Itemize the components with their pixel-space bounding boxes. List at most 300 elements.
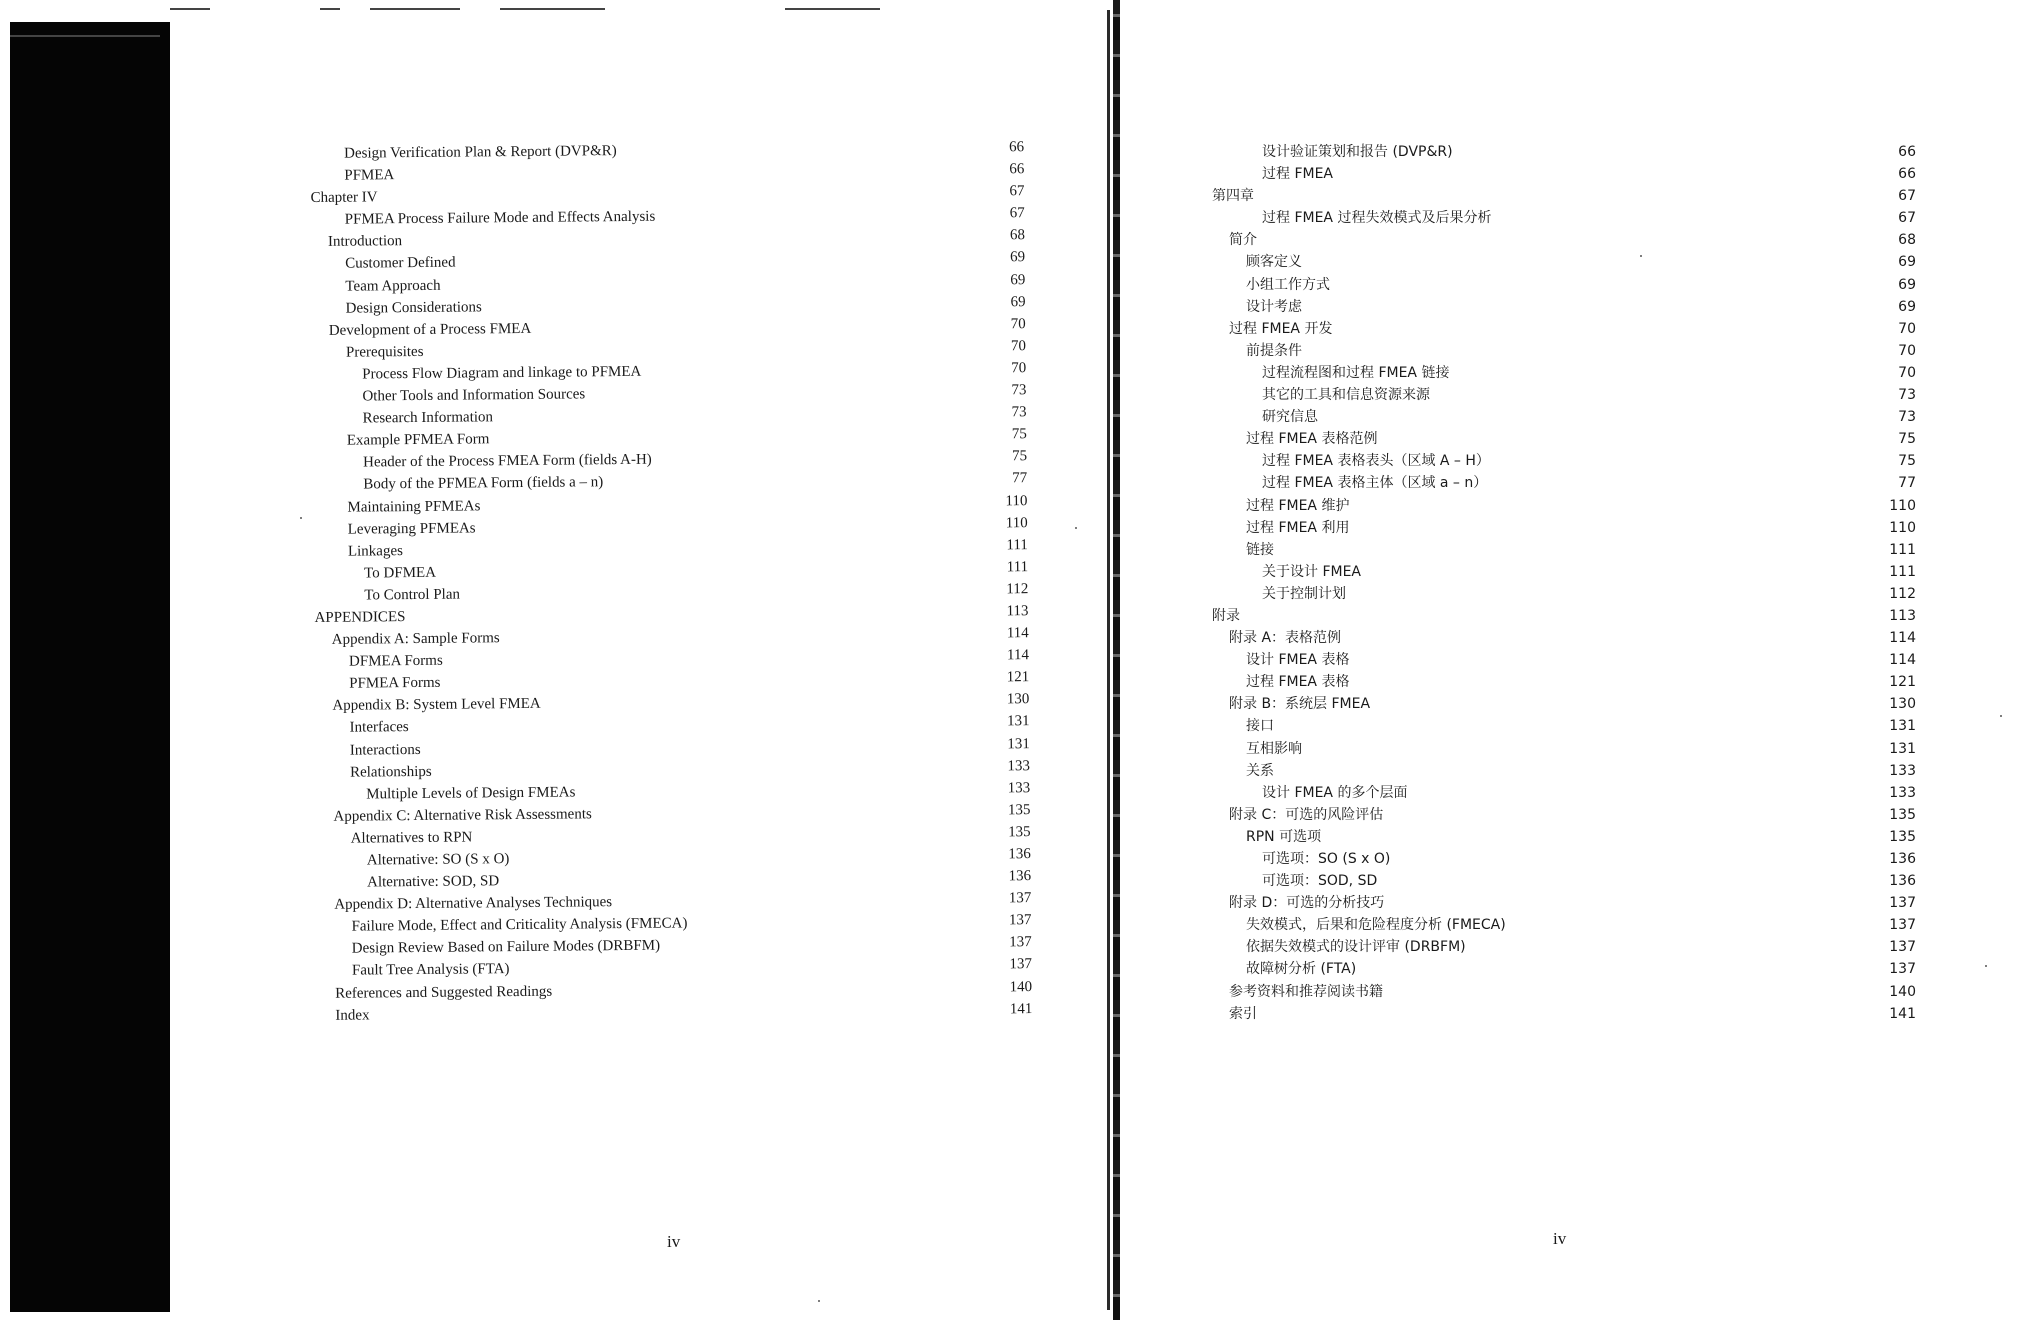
toc-leader-dots — [594, 813, 1006, 818]
toc-entry[interactable] — [1212, 1003, 1916, 1025]
toc-page-chinese — [1212, 141, 1916, 1025]
toc-leader-dots — [657, 217, 1007, 221]
toc-entry-title: 过程流程图和过程 FMEA 链接 — [1262, 364, 1450, 381]
toc-leader-dots — [495, 415, 1010, 421]
toc-entry-title: Chapter IV — [310, 189, 378, 207]
toc-entry-title: 过程 FMEA — [1262, 166, 1334, 183]
toc-leader-dots — [1304, 265, 1896, 266]
toc-entry-page: 136 — [1889, 851, 1916, 867]
toc-entry-title: Appendix C: Alternative Risk Assessments — [333, 806, 592, 825]
toc-entry-page: 114 — [1889, 652, 1916, 669]
toc-leader-dots — [478, 526, 1004, 532]
toc-entry-title: 设计 FMEA 表格 — [1246, 652, 1350, 669]
toc-leader-dots — [543, 703, 1005, 708]
toc-leader-dots — [1348, 597, 1887, 598]
toc-entry-page: 110 — [1005, 492, 1028, 509]
toc-leader-dots — [1343, 641, 1887, 642]
toc-entry-page: 66 — [1898, 144, 1916, 160]
toc-leader-dots — [1351, 509, 1887, 510]
toc-entry-title: 其它的工具和信息资源来源 — [1262, 387, 1430, 404]
toc-entry-page: 77 — [1898, 475, 1916, 492]
toc-entry-page: 111 — [1889, 563, 1916, 580]
toc-leader-dots — [405, 548, 1005, 555]
toc-leader-dots — [1351, 685, 1887, 686]
toc-entry[interactable] — [1212, 958, 1916, 980]
toc-leader-dots — [1259, 1017, 1887, 1018]
toc-entry-title: 可选项：SOD, SD — [1262, 873, 1378, 890]
toc-entry-title: Interfaces — [349, 719, 409, 737]
toc-leader-dots — [1351, 663, 1887, 664]
toc-entry-title: Appendix B: System Level FMEA — [332, 696, 541, 715]
toc-entry-title: DFMEA Forms — [348, 652, 443, 670]
toc-entry-page: 111 — [1006, 536, 1028, 554]
toc-leader-dots — [1304, 354, 1896, 355]
toc-entry-title: Linkages — [347, 542, 403, 560]
toc-leader-dots — [1379, 442, 1896, 443]
page-number: iv — [1553, 1229, 1567, 1248]
toc-entry[interactable] — [1212, 561, 1916, 583]
toc-leader-dots — [1468, 950, 1888, 951]
toc-entry-title: 过程 FMEA 表格范例 — [1246, 431, 1378, 448]
toc-entry[interactable] — [1212, 296, 1916, 318]
toc-leader-dots — [502, 636, 1005, 642]
toc-entry-page: 131 — [1889, 718, 1916, 735]
toc-entry-page: 69 — [1898, 254, 1916, 271]
toc-entry[interactable] — [1212, 981, 1916, 1003]
toc-entry-page: 131 — [1007, 713, 1030, 730]
toc-list — [310, 136, 1032, 1027]
toc-leader-dots — [1492, 464, 1896, 465]
toc-entry[interactable] — [1212, 340, 1916, 362]
toc-entry[interactable] — [1212, 274, 1916, 296]
toc-leader-dots — [512, 968, 1008, 974]
toc-entry-page: 137 — [1889, 917, 1916, 934]
toc-entry-title: Alternative: SOD, SD — [367, 873, 500, 891]
toc-entry-title: Appendix A: Sample Forms — [331, 630, 500, 648]
toc-entry-page: 69 — [1898, 276, 1916, 293]
toc-entry-title: Process Flow Diagram and linkage to PFMEA — [362, 363, 642, 383]
toc-entry-title: 设计验证策划和报告 (DVP&R) — [1262, 144, 1453, 160]
toc-entry-title: Team Approach — [345, 277, 441, 295]
toc-entry-page: 137 — [1008, 912, 1032, 929]
toc-entry-page: 75 — [1011, 426, 1027, 443]
toc-leader-dots — [423, 747, 1006, 754]
toc-entry-title: 过程 FMEA 开发 — [1229, 320, 1333, 337]
toc-entry[interactable] — [1212, 251, 1916, 273]
toc-entry-page: 137 — [1889, 895, 1916, 912]
toc-entry-title: Relationships — [349, 763, 432, 781]
toc-entry-page: 69 — [1010, 293, 1026, 310]
toc-entry-title: 可选项：SO (S x O) — [1262, 851, 1391, 867]
toc-entry[interactable] — [1212, 539, 1916, 561]
toc-entry-page: 68 — [1009, 227, 1025, 244]
toc-entry-title: 互相影响 — [1246, 740, 1302, 757]
toc-leader-dots — [1323, 840, 1887, 841]
toc-leader-dots — [1320, 420, 1896, 421]
toc-leader-dots — [445, 659, 1005, 665]
toc-leader-dots — [1304, 752, 1887, 753]
toc-leader-dots — [501, 879, 1006, 885]
toc-leader-dots — [407, 614, 1004, 621]
toc-entry-title: Multiple Levels of Design FMEAs — [366, 784, 576, 803]
toc-entry-title: 附录 D：可选的分析技巧 — [1229, 895, 1385, 912]
toc-entry-page: 130 — [1006, 691, 1030, 708]
toc-entry-page: 75 — [1011, 448, 1028, 465]
toc-entry[interactable] — [1212, 804, 1916, 826]
toc-leader-dots — [1385, 995, 1887, 996]
toc-entry-page: 140 — [1009, 978, 1033, 995]
toc-leader-dots — [484, 305, 1009, 311]
toc-entry-title: Research Information — [362, 409, 494, 427]
scan-line — [10, 35, 160, 37]
toc-entry-page: 141 — [1889, 1005, 1916, 1022]
toc-entry-page: 68 — [1898, 232, 1916, 249]
toc-leader-dots — [1351, 531, 1887, 532]
toc-entry-title: Design Considerations — [345, 299, 482, 317]
toc-entry-title: RPN 可选项 — [1246, 828, 1322, 845]
toc-leader-dots — [380, 194, 1008, 201]
toc-entry-page: 136 — [1889, 873, 1916, 890]
toc-entry-title: Example PFMEA Form — [346, 431, 490, 449]
toc-entry-page: 70 — [1011, 360, 1027, 377]
toc-leader-dots — [1386, 906, 1887, 907]
toc-entry-page: 111 — [1006, 558, 1029, 576]
toc-entry-page: 140 — [1889, 983, 1916, 1000]
toc-entry-title: APPENDICES — [314, 609, 406, 626]
toc-entry[interactable] — [1212, 583, 1916, 605]
toc-leader-dots — [372, 1012, 1008, 1019]
toc-entry-title: Prerequisites — [345, 343, 424, 361]
toc-list — [1212, 141, 1916, 1025]
toc-entry-page: 70 — [1898, 342, 1916, 359]
toc-entry-title: Introduction — [327, 233, 403, 251]
toc-leader-dots — [1372, 707, 1887, 708]
toc-entry-title: 链接 — [1246, 541, 1274, 558]
toc-entry[interactable] — [1212, 738, 1916, 760]
toc-entry-page: 121 — [1006, 669, 1030, 686]
toc-entry-title: 过程 FMEA 利用 — [1246, 519, 1350, 536]
scan-speck — [1985, 965, 1987, 967]
toc-entry[interactable] — [1212, 649, 1916, 671]
toc-entry-title: 前提条件 — [1246, 342, 1302, 359]
toc-leader-dots — [1335, 177, 1896, 178]
toc-entry[interactable] — [1212, 671, 1916, 693]
toc-entry-title: 附录 A：表格范例 — [1229, 630, 1342, 647]
toc-entry-title: 附录 C：可选的风险评估 — [1229, 806, 1384, 823]
toc-leader-dots — [438, 570, 1005, 576]
toc-entry[interactable] — [1212, 627, 1916, 649]
scan-line — [370, 8, 460, 10]
toc-entry[interactable] — [1212, 207, 1916, 229]
toc-entry-title: Design Review Based on Failure Modes (DRBFM) — [351, 938, 661, 958]
toc-leader-dots — [533, 327, 1009, 333]
binding-gutter — [1113, 0, 1120, 1320]
toc-entry-title: 过程 FMEA 过程失效模式及后果分析 — [1262, 210, 1492, 227]
toc-entry-page: 66 — [1898, 166, 1916, 183]
toc-leader-dots — [1242, 619, 1887, 620]
toc-entry-page: 133 — [1007, 757, 1031, 774]
toc-entry-page: 136 — [1008, 846, 1031, 863]
toc-entry[interactable] — [1212, 936, 1916, 958]
toc-entry-page: 69 — [1898, 298, 1916, 315]
toc-entry-page: 70 — [1010, 337, 1027, 355]
scan-speck — [2000, 715, 2002, 717]
toc-entry-page: 133 — [1889, 762, 1916, 779]
toc-entry-page: 67 — [1009, 205, 1025, 222]
scan-speck — [300, 517, 302, 519]
toc-entry-title: 附录 — [1212, 607, 1240, 624]
toc-leader-dots — [1304, 310, 1896, 311]
toc-entry-title: PFMEA — [344, 167, 395, 184]
toc-entry-page: 111 — [1889, 541, 1916, 558]
toc-leader-dots — [1392, 862, 1887, 863]
toc-entry-title: 关于控制计划 — [1262, 585, 1346, 602]
toc-entry[interactable] — [1212, 406, 1916, 428]
toc-entry-page: 67 — [1009, 183, 1025, 200]
toc-page-english — [310, 136, 1032, 1027]
toc-entry-title: Customer Defined — [345, 255, 456, 273]
toc-entry-title: Header of the Process FMEA Form (fields A-H) — [362, 452, 652, 471]
toc-leader-dots — [1455, 155, 1897, 156]
toc-entry-page: 114 — [1889, 630, 1916, 647]
toc-leader-dots — [458, 261, 1009, 267]
toc-entry[interactable] — [1212, 870, 1916, 892]
toc-entry[interactable] — [1212, 782, 1916, 804]
toc-entry-title: Leveraging PFMEAs — [347, 520, 476, 538]
toc-entry-title: 索引 — [1229, 1005, 1257, 1022]
toc-entry-page: 112 — [1006, 581, 1029, 598]
toc-entry-page: 135 — [1008, 824, 1031, 841]
toc-leader-dots — [426, 349, 1009, 356]
toc-entry-page: 66 — [1009, 161, 1025, 178]
toc-entry-page: 69 — [1010, 249, 1026, 266]
toc-leader-dots — [443, 681, 1005, 687]
toc-leader-dots — [1508, 928, 1888, 929]
toc-entry-page: 110 — [1005, 514, 1028, 531]
toc-entry-title: Appendix D: Alternative Analyses Techniques — [334, 894, 613, 913]
toc-leader-dots — [554, 990, 1007, 995]
toc-leader-dots — [482, 504, 1003, 510]
toc-leader-dots — [587, 393, 1009, 398]
toc-leader-dots — [462, 592, 1004, 598]
toc-entry[interactable] — [1212, 848, 1916, 870]
toc-leader-dots — [1385, 818, 1887, 819]
toc-leader-dots — [1276, 553, 1887, 554]
toc-entry-page: 77 — [1012, 470, 1028, 487]
toc-entry-page: 114 — [1006, 647, 1030, 664]
page-number: iv — [667, 1232, 681, 1251]
toc-entry-page: 110 — [1889, 497, 1916, 514]
toc-entry-page: 73 — [1011, 382, 1027, 399]
toc-entry-title: 关系 — [1246, 762, 1274, 779]
scan-speck — [818, 1300, 820, 1302]
toc-entry[interactable] — [1212, 693, 1916, 715]
toc-entry-page: 130 — [1889, 696, 1916, 713]
toc-entry-page: 133 — [1889, 784, 1916, 801]
toc-entry[interactable] — [1212, 826, 1916, 848]
toc-entry-page: 136 — [1008, 868, 1032, 885]
toc-leader-dots — [1259, 243, 1896, 244]
toc-entry[interactable] — [1212, 715, 1916, 737]
toc-entry-page: 73 — [1898, 387, 1916, 404]
toc-entry-title: Design Verification Plan & Report (DVP&R) — [344, 143, 617, 162]
toc-leader-dots — [1489, 486, 1896, 487]
toc-leader-dots — [443, 283, 1009, 289]
toc-entry-title: Alternative: SO (S x O) — [366, 851, 510, 869]
toc-entry-title: 设计考虑 — [1246, 298, 1302, 315]
toc-leader-dots — [643, 371, 1009, 376]
toc-entry[interactable] — [1212, 318, 1916, 340]
toc-entry-page: 70 — [1010, 315, 1026, 333]
scan-line — [320, 8, 340, 10]
toc-entry-title: PFMEA Forms — [349, 675, 441, 692]
toc-leader-dots — [1332, 288, 1896, 289]
toc-entry-page: 135 — [1007, 801, 1031, 819]
toc-entry[interactable] — [1212, 495, 1916, 517]
toc-leader-dots — [1334, 332, 1896, 333]
toc-leader-dots — [1451, 376, 1896, 377]
toc-entry-title: 过程 FMEA 维护 — [1246, 497, 1350, 514]
toc-entry-page: 70 — [1898, 364, 1916, 381]
scan-line — [500, 8, 605, 10]
toc-entry-page: 75 — [1898, 431, 1916, 448]
scan-edge-shadow — [10, 22, 170, 1312]
toc-entry-title: 设计 FMEA 的多个层面 — [1262, 784, 1408, 801]
toc-entry-page: 73 — [1898, 409, 1916, 426]
toc-entry-page: 113 — [1889, 607, 1916, 624]
toc-leader-dots — [1493, 221, 1896, 222]
toc-entry[interactable] — [1212, 605, 1916, 627]
toc-entry-title: 过程 FMEA 表格表头（区域 A – H） — [1262, 453, 1490, 470]
toc-entry-title: 接口 — [1246, 718, 1274, 735]
toc-leader-dots — [411, 725, 1005, 732]
toc-leader-dots — [1276, 774, 1887, 775]
toc-entry-title: Index — [335, 1007, 370, 1024]
toc-entry-title: 参考资料和推荐阅读书籍 — [1229, 983, 1383, 1000]
toc-entry-title: References and Suggested Readings — [335, 983, 553, 1002]
toc-entry-page: 131 — [1889, 740, 1916, 757]
toc-entry[interactable] — [1212, 229, 1916, 251]
toc-entry-page: 69 — [1010, 271, 1026, 288]
toc-leader-dots — [619, 150, 1007, 155]
toc-entry[interactable] — [1212, 450, 1916, 472]
toc-entry-title: 附录 B：系统层 FMEA — [1229, 696, 1371, 713]
toc-entry-title: 研究信息 — [1262, 409, 1318, 426]
toc-entry[interactable] — [1212, 892, 1916, 914]
toc-entry[interactable] — [1212, 384, 1916, 406]
toc-entry-title: 关于设计 FMEA — [1262, 563, 1362, 580]
toc-leader-dots — [1358, 972, 1887, 973]
toc-entry[interactable] — [1212, 185, 1916, 207]
toc-leader-dots — [654, 460, 1010, 464]
toc-leader-dots — [662, 946, 1007, 950]
toc-entry-title: 小组工作方式 — [1246, 276, 1330, 293]
toc-leader-dots — [1409, 796, 1887, 797]
toc-entry-page: 137 — [1009, 934, 1032, 951]
toc-leader-dots — [1276, 729, 1887, 730]
toc-entry-page: 135 — [1889, 828, 1916, 845]
toc-entry-page: 112 — [1889, 585, 1916, 602]
toc-entry[interactable] — [1212, 141, 1916, 163]
toc-entry-page: 137 — [1889, 961, 1916, 978]
toc-entry-page: 73 — [1011, 404, 1027, 421]
toc-entry-page: 133 — [1007, 779, 1031, 797]
toc-entry-page: 131 — [1007, 735, 1030, 752]
scan-speck — [1075, 527, 1077, 529]
toc-entry-title: Other Tools and Information Sources — [362, 386, 586, 405]
toc-leader-dots — [434, 769, 1006, 775]
toc-entry[interactable] — [1212, 914, 1916, 936]
toc-leader-dots — [511, 857, 1006, 863]
toc-leader-dots — [396, 172, 1007, 179]
toc-leader-dots — [577, 791, 1005, 796]
toc-entry[interactable] — [1212, 163, 1916, 185]
toc-entry-title: Interactions — [349, 741, 421, 759]
toc-entry-page: 113 — [1006, 603, 1029, 620]
toc-entry-page: 137 — [1008, 890, 1032, 907]
toc-entry-title: 顾客定义 — [1246, 254, 1302, 271]
toc-entry-title: 第四章 — [1212, 188, 1254, 205]
toc-entry-page: 75 — [1898, 453, 1916, 470]
toc-entry-page: 141 — [1009, 1000, 1033, 1017]
toc-leader-dots — [605, 482, 1010, 487]
toc-entry-title: Body of the PFMEA Form (fields a – n) — [363, 474, 604, 493]
toc-leader-dots — [1379, 884, 1887, 885]
toc-leader-dots — [404, 239, 1008, 246]
scan-line — [170, 8, 210, 10]
toc-entry-page: 121 — [1889, 674, 1916, 691]
toc-entry-page: 137 — [1889, 939, 1916, 956]
toc-entry-title: Fault Tree Analysis (FTA) — [351, 961, 510, 980]
toc-leader-dots — [1256, 199, 1896, 200]
toc-entry-title: Failure Mode, Effect and Criticality Analysis (FMECA) — [351, 915, 688, 935]
toc-entry[interactable] — [1212, 472, 1916, 494]
toc-entry-title: 故障树分析 (FTA) — [1246, 961, 1357, 978]
toc-entry-title: 依据失效模式的设计评审 (DRBFM) — [1246, 939, 1466, 956]
toc-entry-title: 简介 — [1229, 232, 1257, 249]
binding-gutter — [1107, 10, 1110, 1310]
toc-entry-title: To DFMEA — [364, 564, 437, 582]
toc-leader-dots — [614, 902, 1007, 907]
toc-leader-dots — [689, 924, 1007, 928]
toc-entry-title: PFMEA Process Failure Mode and Effects Analysis — [344, 208, 656, 228]
toc-entry-title: Development of a Process FMEA — [328, 320, 532, 339]
toc-entry-title: Alternatives to RPN — [350, 829, 473, 847]
toc-entry-page: 66 — [1008, 139, 1025, 156]
toc-entry[interactable] — [1212, 428, 1916, 450]
toc-leader-dots — [491, 438, 1009, 444]
toc-entry-title: To Control Plan — [364, 586, 461, 604]
toc-entry[interactable] — [1212, 517, 1916, 539]
toc-entry-page: 135 — [1889, 806, 1916, 823]
scan-line — [785, 8, 880, 10]
toc-entry[interactable] — [1212, 362, 1916, 384]
toc-entry[interactable] — [1212, 760, 1916, 782]
toc-entry-title: 失效模式，后果和危险程度分析 (FMECA) — [1246, 917, 1506, 934]
toc-entry-page: 70 — [1898, 320, 1916, 337]
toc-entry-page: 67 — [1898, 210, 1916, 227]
toc-entry-page: 110 — [1889, 519, 1916, 536]
toc-entry-page: 137 — [1009, 956, 1032, 973]
toc-leader-dots — [1432, 398, 1896, 399]
toc-entry-page: 67 — [1898, 188, 1916, 205]
toc-leader-dots — [474, 835, 1006, 841]
toc-entry-page: 114 — [1006, 625, 1029, 642]
toc-leader-dots — [1363, 575, 1887, 576]
toc-entry-title: 过程 FMEA 表格 — [1246, 674, 1350, 691]
toc-entry-title: 过程 FMEA 表格主体（区域 a – n） — [1262, 475, 1488, 492]
toc-entry-title: Maintaining PFMEAs — [347, 497, 481, 516]
